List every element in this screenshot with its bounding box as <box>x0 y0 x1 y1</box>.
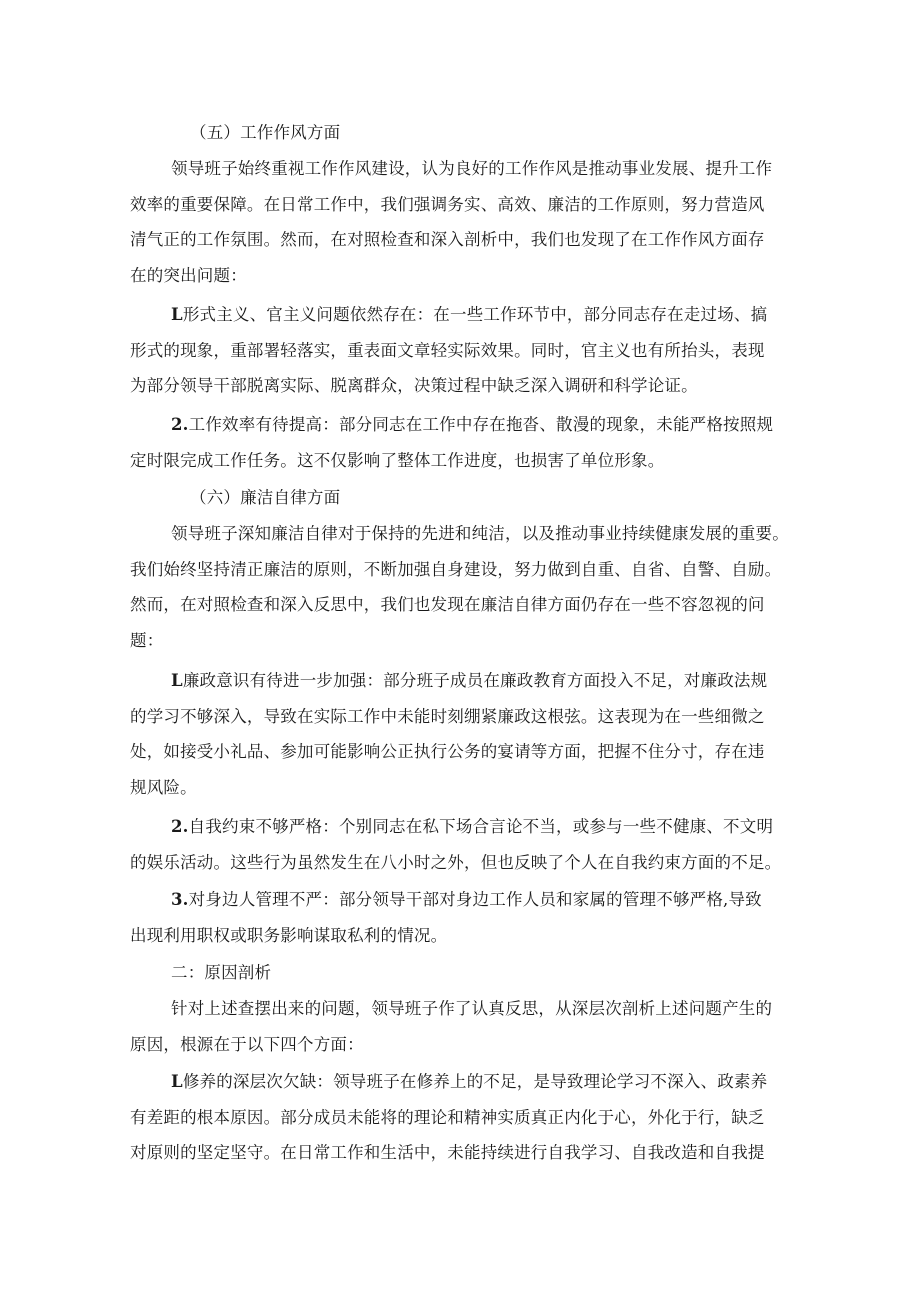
text-line: 的学习不够深入，导致在实际工作中未能时刻绷紧廉政这根弦。这表现为在一些细微之 <box>130 706 765 726</box>
list-marker: L <box>171 1072 183 1091</box>
paragraph-cause-intro <box>130 991 772 1062</box>
text-line: 针对上述查摆出来的问题，领导班子作了认真反思，从深层次剖析上述问题产生的 <box>171 999 773 1018</box>
list-marker: L <box>171 305 183 324</box>
list-item-efficiency <box>130 407 773 478</box>
item-text: 形式主义、官主义问题依然存在：在一些工作环节中，部分同志存在走过场、搞 <box>182 305 768 324</box>
text-line: 原因，根源在于以下四个方面： <box>130 1034 364 1054</box>
text-line: 我们始终坚持清正廉洁的原则，不断加强自身建设，努力做到自重、自省、自警、自励。 <box>130 559 782 579</box>
item-text: 工作效率有待提高：部分同志在工作中存在拖沓、散漫的现象，未能严格按照规 <box>188 415 774 434</box>
item-text: 自我约束不够严格：个别同志在私下场合言论不当，或参与一些不健康、不文明 <box>188 817 774 836</box>
text-line: 在的突出问题： <box>130 265 247 285</box>
item-text: 修养的深层次欠缺：领导班子在修养上的不足，是导致理论学习不深入、政素养 <box>182 1072 768 1091</box>
text-line: 出现利用职权或职务影响谋取私利的情况。 <box>130 925 448 945</box>
text-line <box>130 1064 767 1100</box>
list-marker: L <box>171 671 183 690</box>
text-line: 有差距的根本原因。部分成员未能将的理论和精神实质真正内化于心，外化于行，缺乏 <box>130 1107 765 1127</box>
text-line: （五）工作作风方面 <box>190 123 341 142</box>
text-line: 二：原因剖析 <box>171 963 272 982</box>
item-text: 廉政意识有待进一步加强：部分班子成员在廉政教育方面投入不足，对廉政法规 <box>182 671 768 690</box>
list-item-formalism <box>130 297 767 404</box>
paragraph-integrity-intro <box>130 516 789 658</box>
section-heading-integrity <box>190 480 340 516</box>
text-line <box>130 407 773 443</box>
text-line: （六）廉洁自律方面 <box>190 488 341 507</box>
list-item-cultivation <box>130 1064 767 1171</box>
text-line: 题： <box>130 630 164 650</box>
text-line: 为部分领导干部脱离实际、脱离群众，决策过程中缺乏深入调研和科学论证。 <box>130 376 698 395</box>
text-line: 然而，在对照检查和深入反思中，我们也发现在廉洁自律方面仍存在一些不容忽视的问 <box>130 595 765 614</box>
text-line <box>130 882 762 918</box>
text-line: 领导班子始终重视工作作风建设，认为良好的工作作风是推动事业发展、提升工作 <box>171 159 773 178</box>
list-item-self-discipline <box>130 809 781 880</box>
text-line: 的娱乐活动。这些行为虽然发生在八小时之外，但也反映了个人在自我约束方面的不足。 <box>130 852 782 872</box>
text-line: 定时限完成工作任务。这不仅影响了整体工作进度，也损害了单位形象。 <box>130 450 665 470</box>
list-marker: 2. <box>171 817 189 836</box>
text-line: 对原则的坚定坚守。在日常工作和生活中，未能持续进行自我学习、自我改造和自我提 <box>130 1143 765 1162</box>
list-marker: 3. <box>171 890 189 909</box>
text-line <box>130 809 781 845</box>
text-line: 规风险。 <box>130 777 197 797</box>
text-line: 效率的重要保障。在日常工作中，我们强调务实、高效、廉洁的工作原则，努力营造风 <box>130 194 765 214</box>
text-line <box>130 663 767 699</box>
text-line: 领导班子深知廉洁自律对于保持的先进和纯洁，以及推动事业持续健康发展的重要。 <box>171 524 789 543</box>
text-line: 清气正的工作氛围。然而，在对照检查和深入剖析中，我们也发现了在工作作风方面存 <box>130 230 765 249</box>
paragraph-work-style-intro <box>130 151 772 293</box>
list-item-management <box>130 882 762 953</box>
section-heading-cause-analysis <box>171 955 271 991</box>
text-line: 处，如接受小礼品、参加可能影响公正执行公务的宴请等方面，把握不住分寸，存在违 <box>130 742 765 761</box>
list-item-integrity-awareness <box>130 663 767 805</box>
list-marker: 2. <box>171 415 189 434</box>
text-line <box>130 297 767 333</box>
text-line: 形式的现象，重部署轻落实，重表面文章轻实际效果。同时，官主义也有所抬头，表现 <box>130 340 765 360</box>
item-text: 对身边人管理不严：部分领导干部对身边工作人员和家属的管理不够严格,导致 <box>188 890 762 909</box>
section-heading-work-style <box>190 115 340 151</box>
